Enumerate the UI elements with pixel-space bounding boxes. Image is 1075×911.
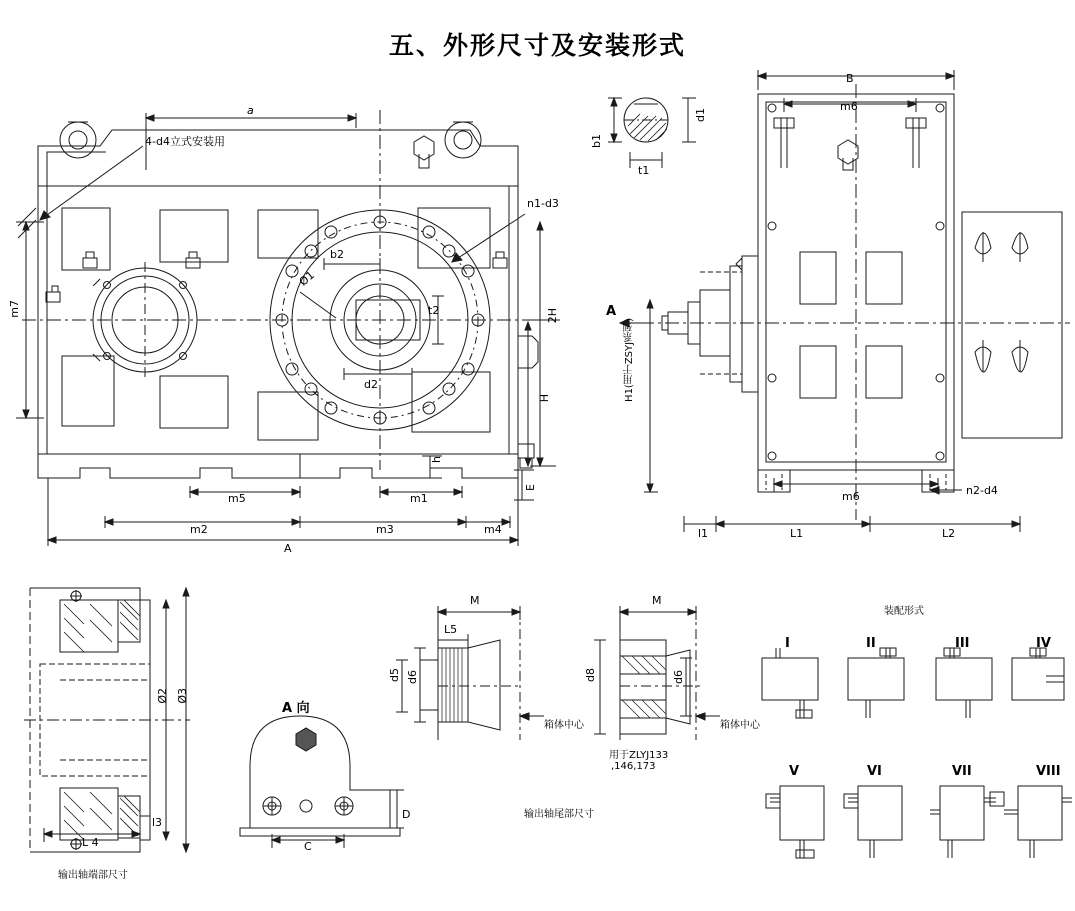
label-dim-t2: t2 [428,304,440,317]
label-dim-b1: b1 [590,134,603,148]
label-view-arrow-A: A [606,304,617,319]
label-dim-phi3: Ø3 [176,688,189,704]
label-dim-h1: H1(用于ZSYJ系列) [624,318,635,402]
label-dim-h: H [538,394,551,403]
label-dim-m5: m5 [228,492,246,505]
output-shaft-end-group [24,588,190,852]
assembly-label-vi: VI [867,764,882,779]
label-dim-a-top: a [247,104,254,117]
note-zlyj-line2: ,146,173 [611,761,656,772]
assembly-forms-title: 装配形式 [884,606,924,617]
label-dim-e: E [524,484,537,491]
note-box-center-left: 箱体中心 [544,720,584,731]
front-view-group [16,110,560,546]
label-dim-d5: d5 [388,668,401,682]
label-dim-d8: d8 [584,668,597,682]
label-dim-d1: d1 [694,108,707,122]
label-dim-m6-top: m6 [840,100,858,113]
label-dim-d6-right: d6 [672,670,685,684]
label-dim-t1: t1 [638,164,650,177]
output-shaft-tail-right-group [594,606,720,740]
label-dim-L2: L2 [942,527,956,540]
assembly-label-i: I [785,636,790,651]
caption-a-view: A 向 [282,701,310,716]
label-dim-m2: m2 [190,523,208,536]
caption-tail: 输出轴尾部尺寸 [524,809,594,820]
label-dim-D: D [402,808,411,821]
page-title: 五、外形尺寸及安装形式 [388,31,686,60]
label-dim-m6-bottom: m6 [842,490,860,503]
label-dim-d2: d2 [364,378,378,391]
label-dim-L4: L 4 [82,836,99,849]
label-dim-M-right: M [652,594,662,607]
assembly-label-vii: VII [952,764,972,779]
assembly-label-iv: IV [1036,636,1051,651]
label-dim-L5: L5 [444,623,458,636]
label-dim-h-small: h [430,456,443,463]
label-dim-2h: 2H [546,308,559,324]
assembly-label-viii: VIII [1036,764,1061,779]
label-dim-n1d3: n1-d3 [527,197,559,210]
note-zlyj-line1: 用于ZLYJ133 [609,750,669,761]
assembly-label-iii: III [955,636,970,651]
keyway-detail-group [608,98,696,168]
caption-shaft-end: 输出轴端部尺寸 [58,870,128,881]
label-dim-A: A [284,542,292,555]
label-dim-d6-left: d6 [406,670,419,684]
label-dim-l3: l3 [152,816,163,829]
label-dim-B: B [846,72,854,85]
label-dim-m3: m3 [376,523,394,536]
label-dim-m7: m7 [8,300,21,318]
label-dim-m1: m1 [410,492,428,505]
label-dim-M-left: M [470,594,480,607]
label-dim-l1-small: l1 [698,527,709,540]
assembly-label-v: V [789,764,800,779]
note-box-center-right: 箱体中心 [720,720,760,731]
label-dim-phi1: Ø1 [296,268,318,289]
label-dim-n2d4: n2-d4 [966,484,998,497]
label-dim-b2: b2 [330,248,344,261]
label-dim-m4: m4 [484,523,502,536]
assembly-label-ii: II [866,636,876,651]
label-dim-C: C [304,840,312,853]
label-dim-phi2: Ø2 [156,688,169,704]
label-note-4d4: 4-d4立式安装用 [145,135,225,148]
label-dim-L1: L1 [790,527,804,540]
a-direction-view-group [240,716,404,848]
assembly-forms-group [762,648,1072,858]
